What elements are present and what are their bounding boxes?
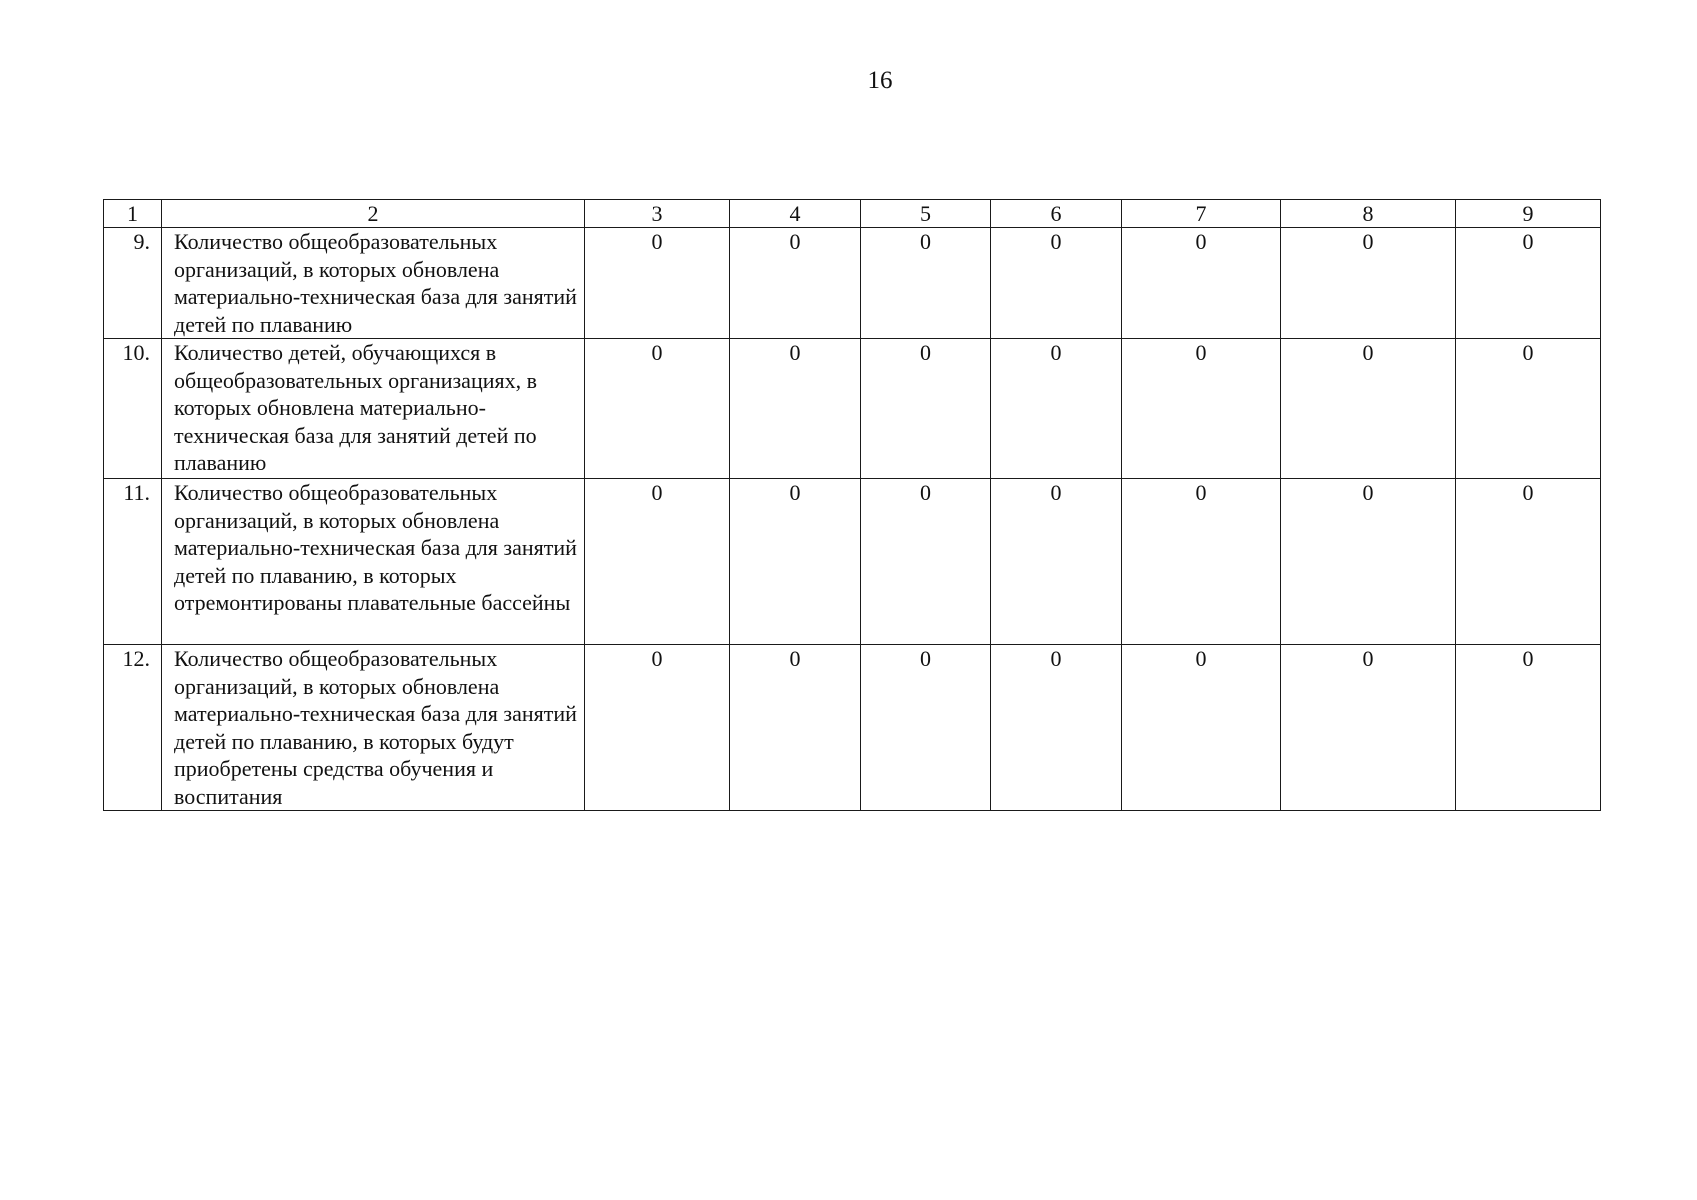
header-cell: 2 [162,200,585,228]
header-cell: 7 [1122,200,1281,228]
row-description: Количество детей, обучающихся в общеобразовательных организациях, в которых обновлена материально-техническая база для занятий детей по плаванию [162,339,585,479]
header-cell: 4 [730,200,861,228]
value-cell: 0 [861,479,991,645]
page-number: 16 [867,67,893,94]
header-cell: 5 [861,200,991,228]
value-cell: 0 [1122,339,1281,479]
value-cell: 0 [1122,645,1281,811]
table-row [104,228,1601,339]
value-cell: 0 [991,479,1122,645]
table-row [104,339,1601,479]
value-cell: 0 [730,479,861,645]
value-cell: 0 [861,228,991,339]
header-cell: 6 [991,200,1122,228]
value-cell: 0 [991,228,1122,339]
value-cell: 0 [861,645,991,811]
header-cell: 9 [1456,200,1601,228]
value-cell: 0 [1281,339,1456,479]
header-cell: 8 [1281,200,1456,228]
value-cell: 0 [1281,228,1456,339]
table-row [104,479,1601,645]
value-cell: 0 [1456,645,1601,811]
value-cell: 0 [1456,228,1601,339]
table-row [104,645,1601,811]
value-cell: 0 [585,228,730,339]
value-cell: 0 [991,645,1122,811]
row-description: Количество общеобразовательных организаций, в которых обновлена материально-техническая база для занятий детей по плаванию, в которых отремонтированы плавательные бассейны [162,479,585,645]
header-cell: 1 [104,200,162,228]
value-cell: 0 [585,339,730,479]
row-number: 10. [104,339,162,479]
row-description: Количество общеобразовательных организаций, в которых обновлена материально-техническая база для занятий детей по плаванию, в которых будут приобретены средства обучения и воспитания [162,645,585,811]
value-cell: 0 [730,339,861,479]
value-cell: 0 [1281,479,1456,645]
value-cell: 0 [1456,339,1601,479]
value-cell: 0 [585,645,730,811]
value-cell: 0 [1122,479,1281,645]
row-number: 9. [104,228,162,339]
value-cell: 0 [730,228,861,339]
value-cell: 0 [991,339,1122,479]
value-cell: 0 [585,479,730,645]
table-header-row [104,200,1601,228]
row-number: 11. [104,479,162,645]
value-cell: 0 [1281,645,1456,811]
indicators-table [103,199,1601,811]
header-cell: 3 [585,200,730,228]
row-number: 12. [104,645,162,811]
value-cell: 0 [1122,228,1281,339]
value-cell: 0 [730,645,861,811]
value-cell: 0 [861,339,991,479]
row-description: Количество общеобразовательных организаций, в которых обновлена материально-техническая база для занятий детей по плаванию [162,228,585,339]
value-cell: 0 [1456,479,1601,645]
